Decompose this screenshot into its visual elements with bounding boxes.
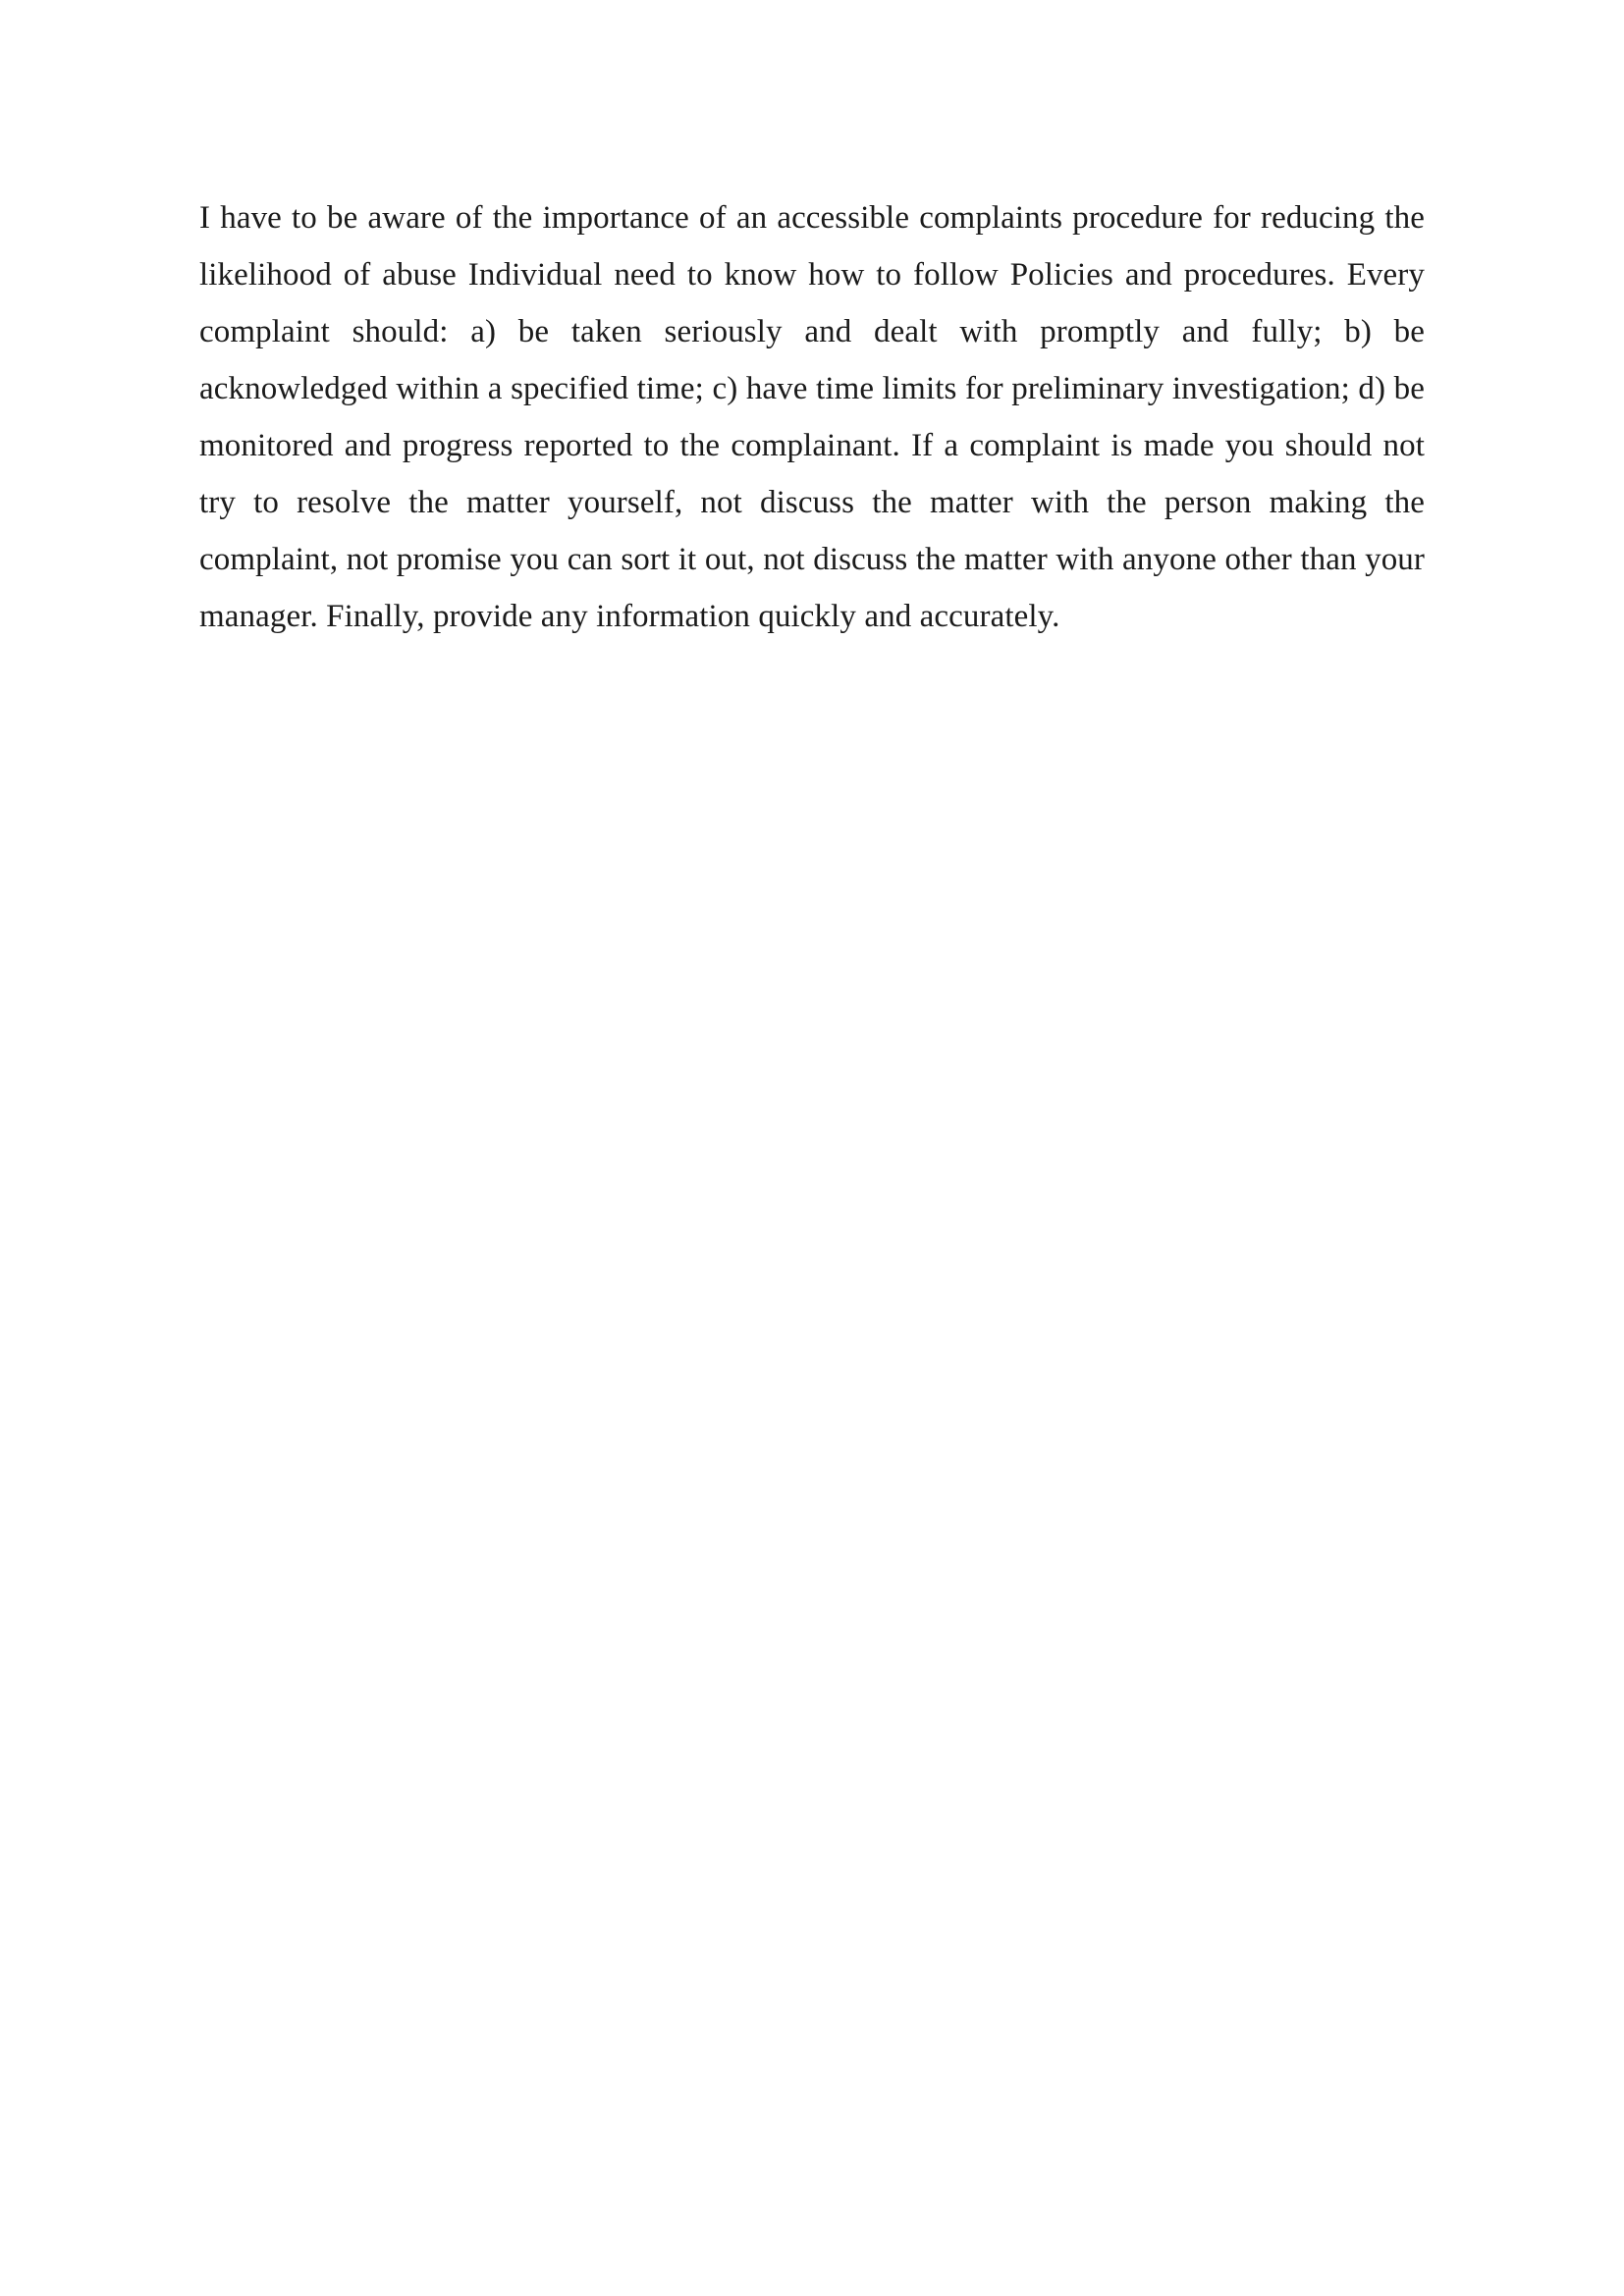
body-paragraph: I have to be aware of the importance of an accessible complaints procedure for reducing the likelihood of abuse Individual need to know how to follow Policies and procedures. Every complaint should: a) be taken seriously and dealt with promptly and fully; b) be acknowledged within a specified time; c) have time limits for preliminary investigation; d) be monitored and progress reported to the complainant. If a complaint is made you should not try to resolve the matter yourself, not discuss the matter with the person making the complaint, not promise you can sort it out, not discuss the matter with anyone other than your manager. Finally, provide any information quickly and accurately.: [199, 200, 1425, 634]
